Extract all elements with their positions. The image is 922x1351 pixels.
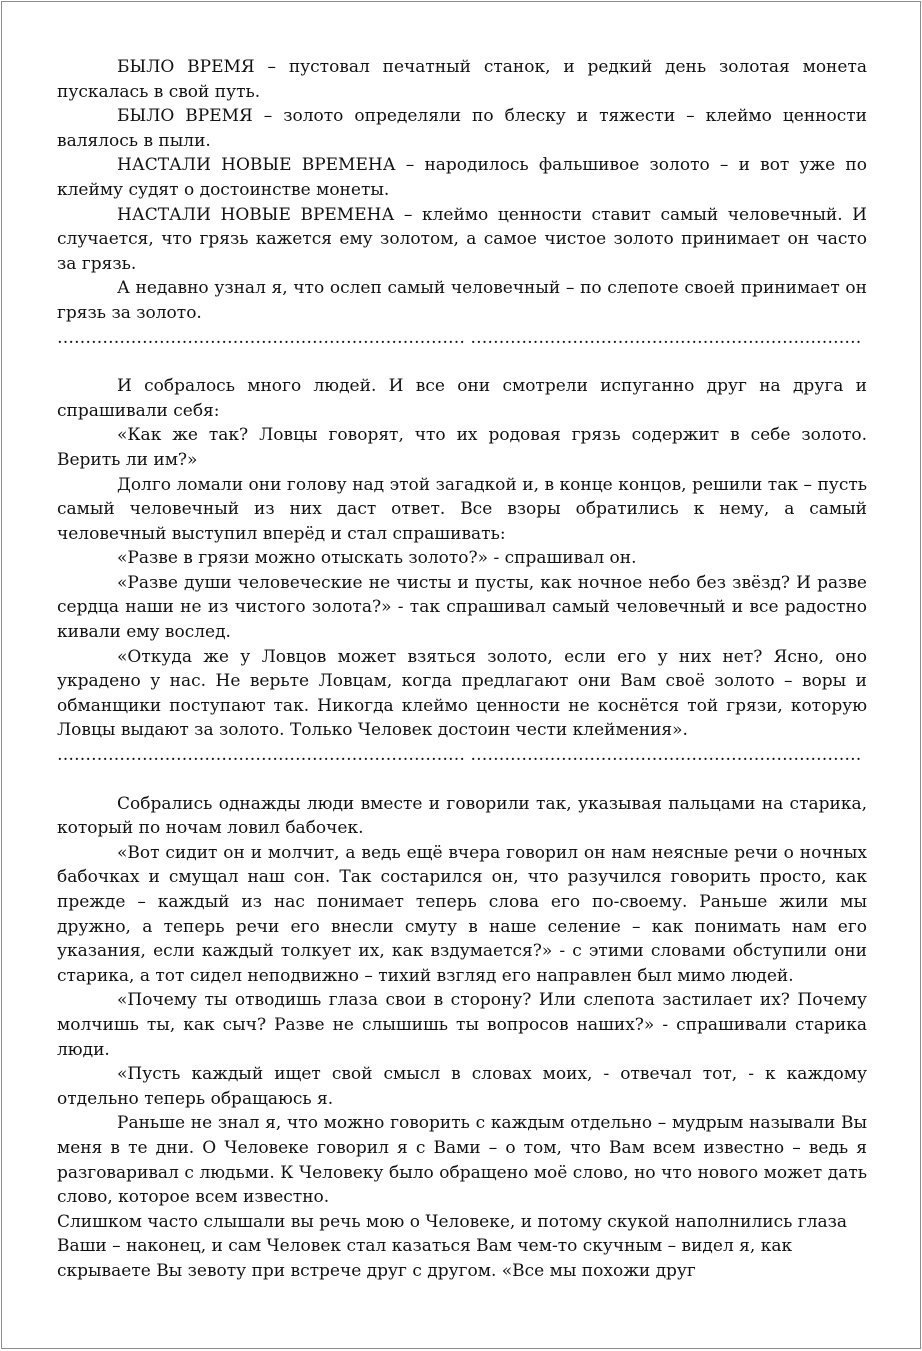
paragraph: НАСТАЛИ НОВЫЕ ВРЕМЕНА – народилось фальшивое золото – и вот уже по клейму судят о достоинстве монеты. — [57, 155, 867, 200]
paragraph: БЫЛО ВРЕМЯ – золото определяли по блеску и тяжести – клеймо ценности валялось в пыли. — [57, 106, 867, 151]
section-gap — [57, 350, 867, 374]
document-body — [57, 55, 867, 1284]
document-page — [1, 1, 921, 1349]
paragraph: «Разве в грязи можно отыскать золото?» - спрашивал он. — [117, 548, 637, 569]
section-gap — [57, 768, 867, 792]
paragraph: Слишком часто слышали вы речь мою о Человеке, и потому скукой наполнились глаза Ваши – наконец, и сам Человек стал казаться Вам чем-то скучным – видел я, как скрываете Вы зевоту при встрече друг с другом. «Все мы похожи друг — [57, 1211, 848, 1281]
paragraph: Долго ломали они голову над этой загадкой и, в конце концов, решили так – пусть самый человечный из них даст ответ. Все взоры обратились к нему, а самый человечный выступил вперёд и стал спрашивать: — [57, 474, 867, 544]
paragraph: А недавно узнал я, что ослеп самый человечный – по слепоте своей принимает он грязь за золото. — [57, 278, 867, 323]
dotted-separator: ……………………………………………………………… …………………………………………………………… — [57, 327, 862, 348]
paragraph: «Вот сидит он и молчит, а ведь ещё вчера говорил он нам неясные речи о ночных бабочках и смущал наш сон. Так состарился он, что разучился говорить просто, как прежде – каждый из нас понимает теперь слова его по-своему. Раньше жили мы дружно, а теперь речи его внесли смуту в наше селение – как понимать нам его указания, если каждый толкует их, как вздумается?» - с этими словами обступили они старика, а тот сидел неподвижно – тихий взгляд его направлен был мимо людей. — [57, 842, 867, 986]
paragraph: «Как же так? Ловцы говорят, что их родовая грязь содержит в себе золото. Верить ли им?» — [57, 425, 867, 470]
paragraph: И собралось много людей. И все они смотрели испуганно друг на друга и спрашивали себя: — [57, 376, 867, 421]
paragraph: «Разве души человеческие не чисты и пусты, как ночное небо без звёзд? И разве сердца наши не из чистого золота?» - так спрашивал самый человечный и все радостно кивали ему вослед. — [57, 572, 867, 643]
paragraph: НАСТАЛИ НОВЫЕ ВРЕМЕНА – клеймо ценности ставит самый человечный. И случается, что грязь кажется ему золотом, а самое чистое золото принимает он часто за грязь. — [57, 204, 867, 274]
paragraph: БЫЛО ВРЕМЯ – пустовал печатный станок, и редкий день золотая монета пускалась в свой путь. — [57, 57, 867, 102]
dotted-separator: ……………………………………………………………… …………………………………………………………… — [57, 745, 862, 766]
paragraph: «Откуда же у Ловцов может взяться золото, если его у них нет? Ясно, оно украдено у нас. Не верьте Ловцам, когда предлагают они Вам своё золото – воры и обманщики поступают так. Никогда клеймо ценности не коснётся той грязи, которую Ловцы выдают за золото. Только Человек достоин чести клеймения». — [57, 646, 867, 741]
paragraph: «Пусть каждый ищет свой смысл в словах моих, - отвечал тот, - к каждому отдельно теперь обращаюсь я. — [57, 1064, 867, 1109]
paragraph: Раньше не знал я, что можно говорить с каждым отдельно – мудрым называли Вы меня в те дни. О Человеке говорил я с Вами – о том, что Вам всем известно – ведь я разговаривал с людьми. К Человеку было обращено моё слово, но что нового может дать слово, которое всем известно. — [57, 1113, 867, 1208]
paragraph: «Почему ты отводишь глаза свои в сторону? Или слепота застилает их? Почему молчишь ты, как сыч? Разве не слышишь ты вопросов наших?» - спрашивали старика люди. — [57, 990, 867, 1060]
paragraph: Собрались однажды люди вместе и говорили так, указывая пальцами на старика, который по ночам ловил бабочек. — [57, 793, 867, 839]
